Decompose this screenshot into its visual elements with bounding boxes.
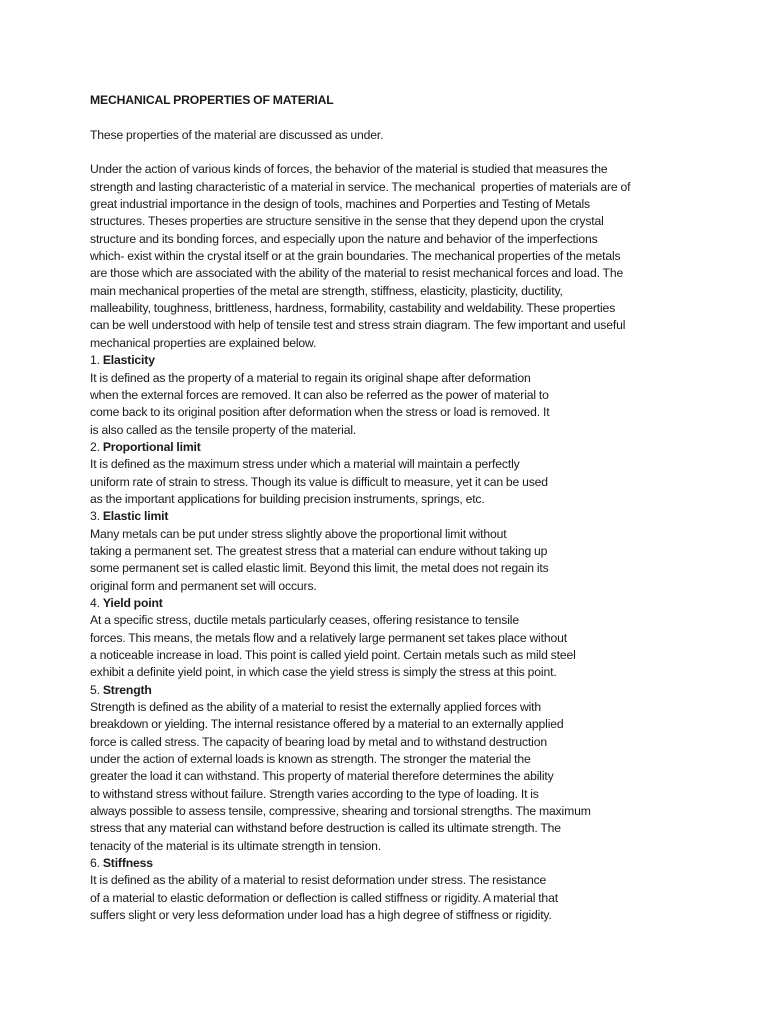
section-number: 5. [90, 682, 100, 697]
document-title: MECHANICAL PROPERTIES OF MATERIAL [90, 93, 334, 107]
section-line: It is defined as the maximum stress under which a material will maintain a perfectly [90, 457, 520, 472]
section-elasticity [90, 352, 690, 439]
section-heading [90, 352, 690, 369]
section-title: Elasticity [102, 353, 155, 368]
section-heading [90, 508, 690, 525]
paragraph-line: Under the action of various kinds of forces, the behavior of the material is studied that measures the [90, 162, 608, 177]
section-line: come back to its original position after deformation when the stress or load is removed. It [90, 405, 550, 420]
paragraph-line: are those which are associated with the ability of the material to resist mechanical forces and load. The [90, 266, 624, 281]
section-number: 3. [90, 509, 100, 524]
section-line: suffers slight or very less deformation under load has a high degree of stiffness or rigidity. [90, 908, 552, 923]
section-line: forces. This means, the metals flow and a relatively large permanent set takes place without [90, 630, 567, 645]
section-line: original form and permanent set will occurs. [90, 578, 317, 593]
section-title: Strength [102, 682, 152, 697]
section-line: stress that any material can withstand before destruction is called its ultimate strength. The [90, 821, 561, 836]
section-line: At a specific stress, ductile metals particularly ceases, offering resistance to tensile [90, 613, 519, 628]
section-line: It is defined as the ability of a material to resist deformation under stress. The resistance [90, 873, 547, 888]
section-line: uniform rate of strain to stress. Though its value is difficult to measure, yet it can be used [90, 474, 548, 489]
section-number: 6. [90, 856, 100, 871]
section-heading [90, 595, 690, 612]
section-line: It is defined as the property of a material to regain its original shape after deformation [90, 370, 531, 385]
section-line: under the action of external loads is known as strength. The stronger the material the [90, 752, 531, 767]
section-title: Elastic limit [102, 509, 169, 524]
spacer [90, 144, 690, 161]
section-line: taking a permanent set. The greatest stress that a material can endure without taking up [90, 543, 548, 558]
section-stiffness [90, 855, 690, 924]
section-elastic-limit [90, 508, 690, 595]
section-line: always possible to assess tensile, compressive, shearing and torsional strengths. The maximum [90, 804, 591, 819]
section-line: as the important applications for building precision instruments, springs, etc. [90, 491, 485, 506]
paragraph-line: great industrial importance in the design of tools, machines and Porperties and Testing of Metals [90, 197, 590, 212]
section-strength [90, 682, 690, 855]
section-line: is also called as the tensile property of the material. [90, 422, 357, 437]
section-line: a noticeable increase in load. This point is called yield point. Certain metals such as mild steel [90, 648, 576, 662]
intro-text: These properties of the material are discussed as under. [90, 127, 384, 142]
paragraph-line: main mechanical properties of the metal are strength, stiffness, elasticity, plasticity, ductility, [90, 283, 563, 298]
section-number: 4. [90, 595, 100, 610]
section-heading [90, 855, 690, 872]
section-title: Stiffness [102, 856, 153, 871]
section-heading [90, 439, 690, 456]
section-title: Proportional limit [102, 439, 201, 454]
section-line: force is called stress. The capacity of bearing load by metal and to withstand destruction [90, 734, 547, 749]
spacer [90, 109, 690, 126]
intro-paragraph [90, 161, 690, 352]
paragraph-line: can be well understood with help of tensile test and stress strain diagram. The few important and useful [90, 318, 626, 333]
section-line: greater the load it can withstand. This property of material therefore determines the ability [90, 769, 554, 784]
paragraph-line: strength and lasting characteristic of a material in service. The mechanical properties of materials are of [90, 179, 631, 194]
section-heading [90, 682, 690, 699]
section-line: Many metals can be put under stress slightly above the proportional limit without [90, 526, 507, 541]
paragraph-line: structure and its bonding forces, and especially upon the nature and behavior of the imperfections [90, 231, 598, 246]
paragraph-line: structures. Theses properties are structure sensitive in the sense that they depend upon the crystal [90, 214, 604, 229]
section-title: Yield point [102, 595, 163, 610]
section-line: of a material to elastic deformation or deflection is called stiffness or rigidity. A material that [90, 890, 558, 905]
section-proportional-limit [90, 439, 690, 508]
section-line: to withstand stress without failure. Strength varies according to the type of loading. It is [90, 786, 539, 801]
paragraph-line: malleability, toughness, brittleness, hardness, formability, castability and weldability. These properties [90, 301, 616, 316]
paragraph-line: which- exist within the crystal itself or at the grain boundaries. The mechanical properties of the metals [90, 249, 621, 264]
section-yield-point [90, 595, 690, 682]
section-line: some permanent set is called elastic limit. Beyond this limit, the metal does not regain its [90, 561, 549, 576]
section-line: when the external forces are removed. It can also be referred as the power of material to [90, 387, 549, 402]
section-number: 2. [90, 439, 100, 454]
section-line: breakdown or yielding. The internal resistance offered by a material to an externally applied [90, 717, 564, 732]
section-line: exhibit a definite yield point, in which case the yield stress is simply the stress at this point. [90, 665, 557, 680]
document-body [90, 92, 690, 925]
paragraph-line: mechanical properties are explained below. [90, 335, 317, 350]
section-line: Strength is defined as the ability of a material to resist the externally applied forces with [90, 700, 542, 715]
section-line: tenacity of the material is its ultimate strength in tension. [90, 838, 381, 853]
section-number: 1. [90, 353, 100, 368]
